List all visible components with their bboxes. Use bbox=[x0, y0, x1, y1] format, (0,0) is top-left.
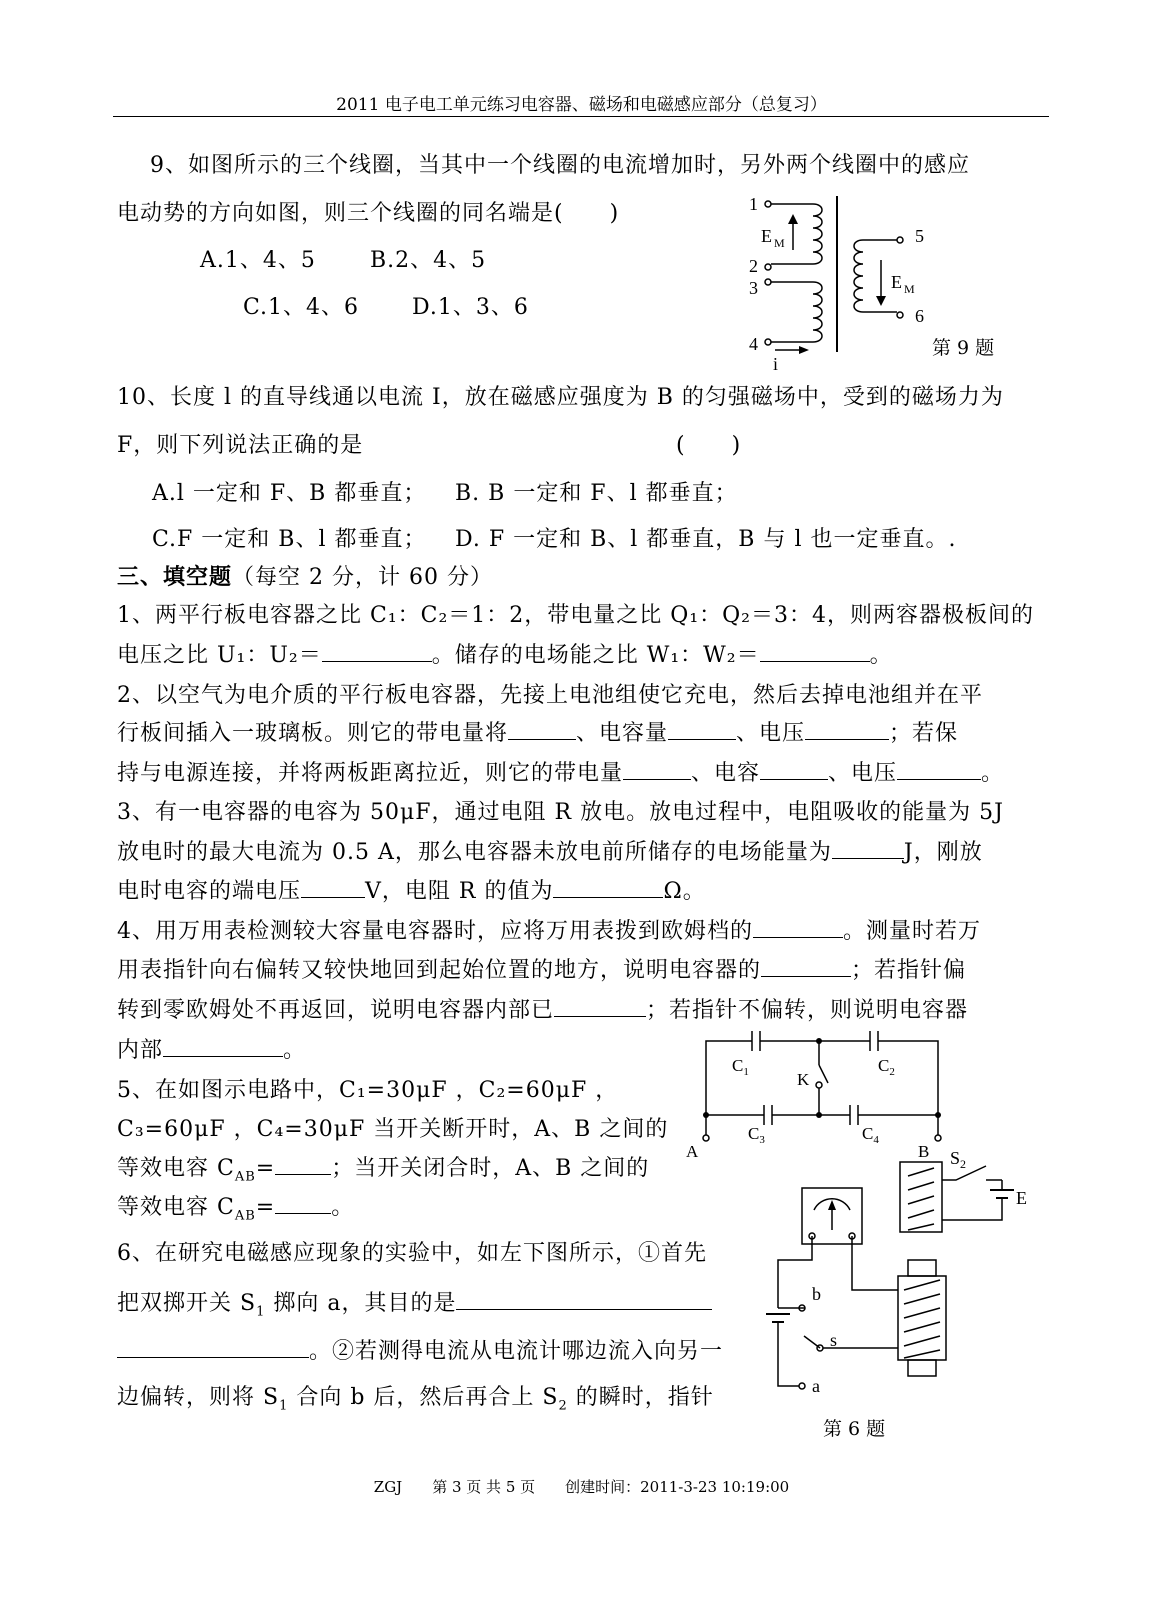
page-header: 2011 电子电工单元练习电容器、磁场和电磁感应部分（总复习） bbox=[336, 95, 827, 115]
q9-option-a: A.1、4、5 bbox=[200, 248, 316, 273]
q9-terminal-1: 1 bbox=[749, 194, 758, 214]
f6-line3: 。②若测得电流从电流计哪边流入向另一 bbox=[117, 1334, 723, 1365]
q9-current-label: i bbox=[773, 354, 779, 374]
q10-option-c: C.F 一定和 B、l 都垂直； bbox=[152, 527, 427, 552]
f5-line2: C₃=60μF ，C₄=30μF 当开关断开时，A、B 之间的 bbox=[117, 1117, 669, 1142]
svg-text:M: M bbox=[904, 282, 915, 296]
f2-blank-voltage-2[interactable] bbox=[897, 759, 981, 780]
f5-label-c4: $C_4$ bbox=[862, 1124, 879, 1146]
f6-induction-figure bbox=[760, 1140, 1050, 1410]
q9-option-c: C.1、4、6 bbox=[243, 295, 360, 320]
f6-label-a: a bbox=[812, 1376, 820, 1396]
f6-blank-purpose-a[interactable] bbox=[456, 1289, 712, 1310]
f6-label-s2: $S_2$ bbox=[950, 1148, 967, 1171]
f5-label-b: B bbox=[918, 1142, 930, 1161]
q10-option-a: A.l 一定和 F、B 都垂直； bbox=[152, 481, 427, 506]
q9-em-label-left: E bbox=[761, 226, 772, 246]
q10-stem-line1: 10、长度 l 的直导线通以电流 I，放在磁感应强度为 B 的匀强磁场中，受到的磁场力为 bbox=[117, 385, 1004, 410]
f2-blank-capacitance-1[interactable] bbox=[668, 719, 736, 740]
f6-label-s: s bbox=[830, 1330, 838, 1350]
f4-line2: 用表指针向右偏转又较快地回到起始位置的地方，说明电容器的 ；若指针偏 bbox=[117, 958, 967, 983]
q9-terminal-2: 2 bbox=[749, 256, 758, 276]
q9-figure-caption: 第 9 题 bbox=[932, 337, 995, 359]
f1-line2: 电压之比 U₁：U₂＝ 。储存的电场能之比 W₁：W₂＝ 。 bbox=[117, 643, 893, 668]
f5-label-c2: $C_2$ bbox=[878, 1056, 895, 1078]
q9-em-label-right: E bbox=[891, 272, 902, 292]
q9-option-d: D.1、3、6 bbox=[412, 295, 529, 320]
page-footer: ZGJ 第 3 页 共 5 页 创建时间：2011-3-23 10:19:00 bbox=[373, 1478, 790, 1496]
f3-line3: 电时电容的端电压 V，电阻 R 的值为 Ω。 bbox=[117, 879, 706, 904]
f3-line1: 3、有一电容器的电容为 50μF，通过电阻 R 放电。放电过程中，电阻吸收的能量为 5J bbox=[117, 800, 1004, 825]
q9-stem-line1: 9、如图所示的三个线圈，当其中一个线圈的电流增加时，另外两个线圈中的感应 bbox=[150, 153, 970, 178]
section-3-heading bbox=[117, 560, 493, 591]
q9-terminal-3: 3 bbox=[749, 278, 758, 298]
f5-label-c1: $C_1$ bbox=[732, 1056, 749, 1078]
f1-line1: 1、两平行板电容器之比 C₁：C₂＝1：2，带电量之比 Q₁：Q₂＝3：4，则两容器极板间的 bbox=[117, 603, 1034, 628]
svg-text:M: M bbox=[774, 236, 785, 250]
q9-terminal-6: 6 bbox=[915, 306, 924, 326]
f1-blank-energy-ratio[interactable] bbox=[760, 641, 870, 662]
f3-blank-resistance[interactable] bbox=[553, 877, 663, 898]
f5-line4: 等效电容 $C_{AB}=$ 。 bbox=[117, 1195, 355, 1224]
f4-blank-short[interactable] bbox=[554, 996, 646, 1017]
f6-blank-purpose-b[interactable] bbox=[117, 1337, 309, 1358]
f2-blank-charge-1[interactable] bbox=[508, 719, 576, 740]
header-rule bbox=[113, 116, 1049, 117]
f6-figure-caption: 第 6 题 bbox=[823, 1418, 886, 1440]
f2-blank-voltage-1[interactable] bbox=[805, 719, 889, 740]
f6-label-e: E bbox=[1016, 1188, 1027, 1208]
f5-blank-open[interactable] bbox=[275, 1154, 331, 1175]
f2-line2: 行板间插入一玻璃板。则它的带电量将 、电容量 、电压 ；若保 bbox=[117, 721, 959, 746]
f2-blank-capacitance-2[interactable] bbox=[760, 759, 828, 780]
section-3-title: 三、填空题 bbox=[117, 564, 233, 590]
f5-label-a: A bbox=[686, 1142, 699, 1161]
q9-terminal-4: 4 bbox=[749, 334, 758, 354]
f3-line2: 放电时的最大电流为 0.5 A，那么电容器未放电前所储存的电场能量为 J，刚放 bbox=[117, 840, 983, 865]
f3-blank-energy[interactable] bbox=[832, 838, 904, 859]
f4-blank-range[interactable] bbox=[753, 917, 843, 938]
q9-stem-line2: 电动势的方向如图，则三个线圈的同名端是( ) bbox=[117, 201, 620, 226]
f2-blank-charge-2[interactable] bbox=[623, 759, 691, 780]
f3-blank-voltage[interactable] bbox=[301, 877, 365, 898]
f5-blank-closed[interactable] bbox=[275, 1193, 331, 1214]
q10-option-d: D. F 一定和 B、l 都垂直，B 与 l 也一定垂直。. bbox=[455, 527, 957, 552]
f5-label-c3: $C_3$ bbox=[748, 1124, 765, 1146]
section-3-note: （每空 2 分，计 60 分） bbox=[232, 565, 493, 590]
f5-label-k: K bbox=[797, 1070, 810, 1089]
f4-blank-condition[interactable] bbox=[761, 956, 851, 977]
f4-line1: 4、用万用表检测较大容量电容器时，应将万用表拨到欧姆档的 。测量时若万 bbox=[117, 919, 982, 944]
f2-line1: 2、以空气为电介质的平行板电容器，先接上电池组使它充电，然后去掉电池组并在平 bbox=[117, 683, 983, 708]
f6-line4: 边偏转，则将 $S_1$ 合向 b 后，然后再合上 $S_2$ 的瞬时，指针 bbox=[117, 1385, 714, 1414]
q9-option-b: B.2、4、5 bbox=[370, 248, 487, 273]
f4-line3: 转到零欧姆处不再返回，说明电容器内部已 ；若指针不偏转，则说明电容器 bbox=[117, 998, 969, 1023]
q10-option-b: B. B 一定和 F、l 都垂直； bbox=[455, 481, 738, 506]
f6-line1: 6、在研究电磁感应现象的实验中，如左下图所示，①首先 bbox=[117, 1241, 707, 1266]
f6-line2: 把双掷开关 $S_1$ 掷向 a，其目的是 bbox=[117, 1286, 712, 1319]
f5-line3: 等效电容 $C_{AB}=$ ；当开关闭合时，A、B 之间的 bbox=[117, 1156, 650, 1185]
f5-line1: 5、在如图示电路中，C₁=30μF ，C₂=60μF ， bbox=[117, 1078, 619, 1103]
f2-line3: 持与电源连接，并将两板距离拉近，则它的带电量 、电容 、电压 。 bbox=[117, 761, 1005, 786]
f4-line4: 内部 。 bbox=[117, 1038, 307, 1063]
q10-stem-line2: F，则下列说法正确的是 bbox=[117, 433, 364, 458]
q9-terminal-5: 5 bbox=[915, 226, 924, 246]
f1-blank-voltage-ratio[interactable] bbox=[322, 641, 432, 662]
f6-label-b: b bbox=[812, 1284, 821, 1304]
q10-answer-paren: ( ) bbox=[676, 433, 742, 458]
f4-blank-open[interactable] bbox=[163, 1036, 283, 1057]
